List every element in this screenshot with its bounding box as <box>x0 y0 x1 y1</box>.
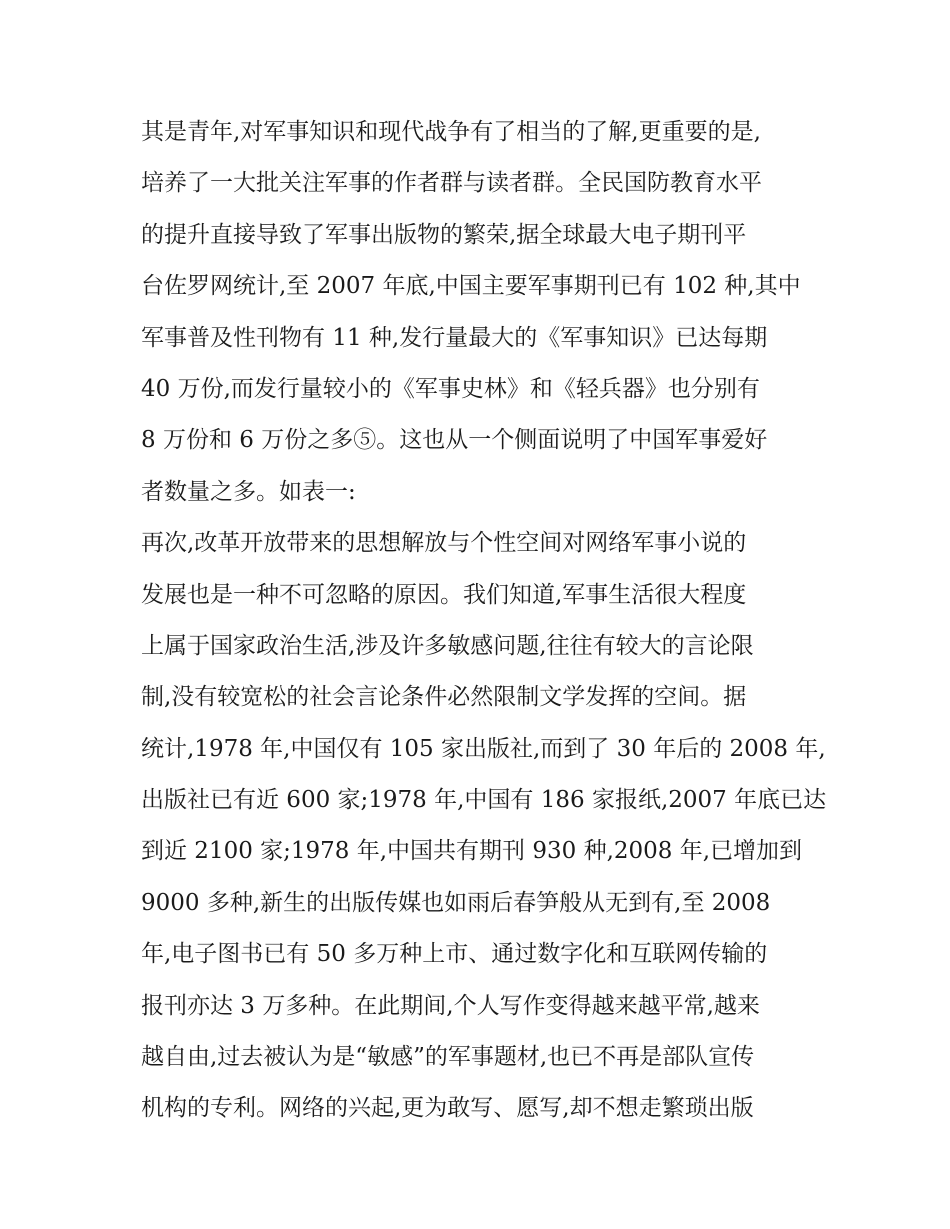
text-line: 40 万份,而发行量较小的《军事史林》和《轻兵器》也分别有 <box>141 375 760 402</box>
text-line: 到近 2100 家;1978 年,中国共有期刊 930 种,2008 年,已增加到 <box>141 838 803 865</box>
body-text <box>141 107 827 1135</box>
text-line: 再次,改革开放带来的思想解放与个性空间对网络军事小说的 <box>141 530 747 557</box>
text-line: 9000 多种,新生的出版传媒也如雨后春笋般从无到有,至 2008 <box>141 889 771 916</box>
text-line: 的提升直接导致了军事出版物的繁荣,据全球最大电子期刊平 <box>141 221 747 248</box>
text-line: 机构的专利。网络的兴起,更为敢写、愿写,却不想走繁琐出版 <box>141 1095 754 1122</box>
text-line: 台佐罗网统计,至 2007 年底,中国主要军事期刊已有 102 种,其中 <box>141 273 801 300</box>
text-line: 发展也是一种不可忽略的原因。我们知道,军事生活很大程度 <box>141 581 747 608</box>
text-line: 其是青年,对军事知识和现代战争有了相当的了解,更重要的是, <box>141 119 761 145</box>
text-line: 8 万份和 6 万份之多⑤。这也从一个侧面说明了中国军事爱好 <box>141 427 768 454</box>
text-line: 培养了一大批关注军事的作者群与读者群。全民国防教育水平 <box>141 170 762 197</box>
text-line: 出版社已有近 600 家;1978 年,中国有 186 家报纸,2007 年底已达 <box>141 787 827 814</box>
text-line: 军事普及性刊物有 11 种,发行量最大的《军事知识》已达每期 <box>141 324 768 351</box>
text-line: 年,电子图书已有 50 多万种上市、通过数字化和互联网传输的 <box>141 941 768 968</box>
text-line: 统计,1978 年,中国仅有 105 家出版社,而到了 30 年后的 2008 年, <box>141 735 826 762</box>
text-line: 制,没有较宽松的社会言论条件必然限制文学发挥的空间。据 <box>141 684 747 711</box>
text-line: 者数量之多。如表一: <box>141 478 356 505</box>
text-line: 越自由,过去被认为是“敏感”的军事题材,也已不再是部队宣传 <box>141 1044 755 1071</box>
text-line: 上属于国家政治生活,涉及许多敏感问题,往往有较大的言论限 <box>141 632 754 659</box>
text-line: 报刊亦达 3 万多种。在此期间,个人写作变得越来越平常,越来 <box>141 992 760 1019</box>
